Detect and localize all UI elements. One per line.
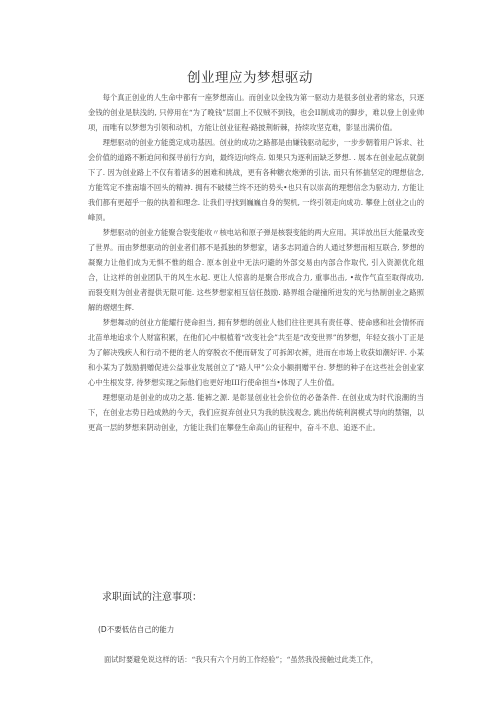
paragraph-4: 梦想舞动的创业方能耀行使命担当, 拥有梦想的创业人他们往往更具有责任尊、使命感和社会情怀而北苗单地追求个人财富积累，在他们心中根植着“改变社会”共至是“改变世界”的梦想，年轻女孩小丁正是为了解决残疾人和行动不便的老人的穿脱衣不便而研发了可拆卸衣裤，进而在市场上收获如潮好评. 小某和小某为了鼓励捐赠促进公益事业发展创立了“路人甲”公众小额捐赠平台. 梦想的种子在这些社会创业家心中生根发芽, 待梦想实现之际他们也更好地III行使命担当•体现了人生价值。 <box>88 318 424 387</box>
section-heading: 求职面试的注意事项： <box>102 592 202 603</box>
paragraph-5: 理想驱动是创业的成功之基. 能裤之源. 是彰显创业社会价位的必备条件. 在创业成为时代浪潮的当下，在创业志势日趋成熟的今天，我们应捉弃创业只为我的肤浅观念, 跳出传统利润模式导向的禁锢，以更高一层的梦想来阴动创业，方能让我们在攀登生命高山的征程中，奋斗不息、追逐不止。 <box>88 393 424 432</box>
document-title: 创业理应为梦想驱动 <box>187 70 313 86</box>
paragraph-3: 梦想驱动的创业方能聚合裂变能收〃核电站和原子弹是核裂变能的两大应用。其详放出巨大能量改变了世界。而由梦想驱动的创业者们都不是孤独的梦想家，诸多志同道合的人通过梦想而相互联合, 梦想的凝聚力让他们成为无惧不惟的组合. 原本创业中无法叼避的外部交易由内部合作取代, 引入资源优化组合，让这样的创业团队干的风生水起. 更让人惊喜的是聚合形成合力, 重事出击, •故作气直至取得成功, 而裂变则为创业者提供无限可能. 这些梦想家相互信任鼓励. 路界组合碰撞所迸发的光与热制创业之路照解的熠熠生辉. <box>88 228 424 312</box>
sub-heading: (D不要低估自己的能力 <box>98 625 175 634</box>
trailing-text-line: 面试时要避免说这样的话：“我只有六个月的工作经验”；“虽然我没接触过此类工作， <box>104 655 378 664</box>
paragraph-1: 每个真正创业的人生命中都有一座梦想南山。而创业以金钱为第一驱动力是很多创业者的常态，只逐金钱的创业是肤浅的, 只停用在“为了晚钱”层面上不仅贼不到钱，也会II制成功的脚步，难以登上创业帅项，而唯有以梦想为引领和动机，方能让创业征程-路披荆斩棘，持续攻坚克难，影显出满价值。 <box>88 93 424 132</box>
paragraph-2: 理想驱动的创业方能奠定成功基因。创业的成功之路都是由嫌钱驱动起步，一步步朝着用户诉求、社会价值的道路不断迫问和探寻前行方向，最终迈向终点. 如果只为逐利而缺乏梦想. . 展本在创业起点就倒下了. 因为创业路上不仅有着诸多的困难和挑战，更有各种糖衣炮弹的引法, 而只有怀揣坚定的理想信念, 方能笃定不推南墙不回头的精神. 拥有不破楼兰终不还的势头•也只有以崇高的理想信念为驱动力, 方能让我们都有更超乎一般的执着和理念. 让我们寻找到巍巍自身的契机, 一终引领走向成功. 攀登上创业之山的峰顶。 <box>88 138 424 222</box>
article-body <box>88 90 424 435</box>
